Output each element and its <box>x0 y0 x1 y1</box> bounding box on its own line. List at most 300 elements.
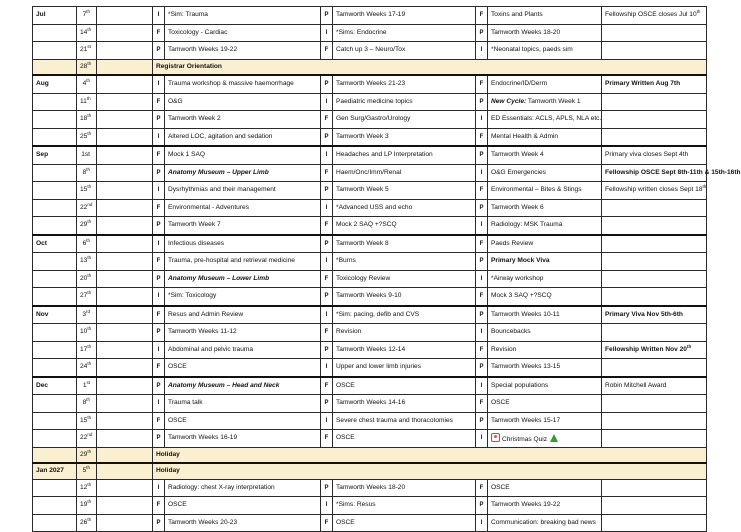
cell-text: Tamworth Weeks 21-23 <box>336 80 406 88</box>
blank-cell <box>97 479 153 497</box>
schedule-row <box>33 42 707 60</box>
day-cell <box>77 447 97 463</box>
cell-text: P <box>156 169 161 176</box>
cell-text: Headaches and LP Interpretation <box>336 151 433 159</box>
cell-text: Severe chest trauma and thoracotomies <box>336 416 453 424</box>
cell-text: *Sim: Toxicology <box>168 292 217 300</box>
session-code-cell <box>321 253 333 271</box>
session-code-cell <box>476 7 488 25</box>
schedule-row <box>33 412 707 430</box>
cell-text: Trauma talk <box>168 399 203 407</box>
note-cell <box>602 479 707 497</box>
schedule-row <box>33 377 707 395</box>
session-topic-cell <box>165 377 321 395</box>
session-topic-cell <box>165 75 321 93</box>
session-topic-cell <box>333 235 476 253</box>
cell-text: Robin Mitchell Award <box>605 381 667 389</box>
day-cell <box>77 288 97 306</box>
session-code-cell <box>321 377 333 395</box>
blank-cell <box>97 447 153 463</box>
session-code-cell <box>153 128 165 146</box>
session-topic-cell <box>333 253 476 271</box>
day-suffix: th <box>87 26 92 32</box>
session-topic-cell <box>488 146 602 164</box>
schedule-row <box>33 395 707 413</box>
session-topic-cell <box>165 253 321 271</box>
cell-text: I <box>157 12 160 19</box>
session-code-cell <box>321 235 333 253</box>
session-topic-cell <box>165 235 321 253</box>
cell-text: F <box>479 484 484 491</box>
session-code-cell <box>321 412 333 430</box>
cell-text: 26 <box>80 518 88 526</box>
cell-text: OSCE <box>168 501 187 509</box>
month-cell <box>33 377 77 395</box>
cell-text: Revision <box>336 328 362 336</box>
cell-text: I <box>157 81 160 88</box>
session-topic-cell <box>165 111 321 129</box>
cell-text: F <box>156 311 161 318</box>
blank-cell <box>97 412 153 430</box>
day-cell <box>77 199 97 217</box>
session-code-cell <box>476 395 488 413</box>
cell-text: 19 <box>80 501 88 509</box>
blank-cell <box>97 59 153 75</box>
day-cell <box>77 7 97 25</box>
month-cell <box>33 7 77 25</box>
cell-text: P <box>324 400 329 407</box>
month-cell <box>33 235 77 253</box>
month-cell <box>33 164 77 182</box>
session-topic-cell <box>165 324 321 342</box>
cell-text: Primary viva closes Sept 4th <box>605 151 689 159</box>
cell-text: F <box>156 258 161 265</box>
session-code-cell <box>321 164 333 182</box>
session-code-cell <box>476 514 488 532</box>
session-code-cell <box>153 412 165 430</box>
session-code-cell <box>476 412 488 430</box>
cell-text: Environmental – Bites & Stings <box>491 186 582 194</box>
session-code-cell <box>321 324 333 342</box>
month-cell <box>33 199 77 217</box>
cell-text: OSCE <box>168 416 187 424</box>
session-code-cell <box>153 430 165 448</box>
session-code-cell <box>153 306 165 324</box>
session-topic-cell <box>165 479 321 497</box>
session-code-cell <box>153 270 165 288</box>
month-cell <box>33 341 77 359</box>
cell-text: F <box>324 382 329 389</box>
cell-text: Toxins and Plants <box>491 11 543 19</box>
schedule-row <box>33 514 707 532</box>
session-code-cell <box>321 111 333 129</box>
cell-text: F <box>479 81 484 88</box>
cell-text: Tamworth Weeks 19-22 <box>168 46 238 54</box>
cell-text: Paediatric medicine topics <box>336 97 413 105</box>
session-topic-cell <box>488 479 602 497</box>
cell-text: Tamworth Weeks 18-20 <box>336 483 406 491</box>
cell-text: Tamworth Week 5 <box>336 186 389 194</box>
day-suffix: th <box>87 272 92 278</box>
cell-text: I <box>157 346 160 353</box>
blank-cell <box>97 359 153 377</box>
blank-cell <box>97 42 153 60</box>
session-code-cell <box>153 253 165 271</box>
note-cell <box>602 235 707 253</box>
month-cell <box>33 412 77 430</box>
cell-text: Dysrhythmias and their management <box>168 186 276 194</box>
session-code-cell <box>321 270 333 288</box>
cell-text: P <box>324 346 329 353</box>
cell-text: Endocrine/ID/Derm <box>491 80 548 88</box>
session-topic-cell <box>333 430 476 448</box>
session-code-cell <box>321 24 333 42</box>
session-topic-cell <box>333 93 476 111</box>
cell-text: Altered LOC, agitation and sedation <box>168 132 273 140</box>
cell-text: F <box>156 417 161 424</box>
session-code-cell <box>321 359 333 377</box>
blank-cell <box>97 24 153 42</box>
cell-text: Fellowship Written Nov 20 <box>605 345 687 353</box>
session-code-cell <box>476 146 488 164</box>
blank-cell <box>97 341 153 359</box>
session-code-cell <box>476 75 488 93</box>
note-suffix: th <box>696 9 701 15</box>
month-cell <box>33 479 77 497</box>
cell-text: OSCE <box>168 363 187 371</box>
note-cell <box>602 217 707 235</box>
session-topic-cell <box>333 514 476 532</box>
day-cell <box>77 479 97 497</box>
note-suffix: th <box>686 343 692 349</box>
cell-text: F <box>324 519 329 526</box>
cell-text: I <box>325 258 328 265</box>
cell-text: 22 <box>80 434 88 442</box>
note-cell <box>602 341 707 359</box>
note-cell <box>602 306 707 324</box>
cell-text: 28 <box>80 62 88 70</box>
blank-cell <box>97 75 153 93</box>
session-code-cell <box>476 217 488 235</box>
cell-text: Tamworth Weeks 12-14 <box>336 345 406 353</box>
day-suffix: th <box>86 166 90 172</box>
session-code-cell <box>153 146 165 164</box>
session-code-cell <box>153 324 165 342</box>
blank-cell <box>97 395 153 413</box>
cell-text: Resus and Admin Review <box>168 310 244 318</box>
cell-text: O&G Emergencies <box>491 168 546 176</box>
session-topic-cell <box>488 430 602 448</box>
schedule-row <box>33 128 707 146</box>
cell-text: 3 <box>82 310 86 318</box>
session-topic-cell <box>333 42 476 60</box>
blank-cell <box>97 7 153 25</box>
session-topic-cell <box>488 24 602 42</box>
day-suffix: th <box>87 60 92 66</box>
cell-text: Holiday <box>156 450 180 458</box>
schedule-row <box>33 7 707 25</box>
cell-text: P <box>479 204 484 211</box>
session-topic-cell <box>165 395 321 413</box>
schedule-row <box>33 217 707 235</box>
month-cell <box>33 182 77 200</box>
session-topic-cell <box>488 75 602 93</box>
cell-text: 29 <box>80 450 88 458</box>
session-code-cell <box>476 306 488 324</box>
schedule-row <box>33 235 707 253</box>
session-code-cell <box>476 164 488 182</box>
cell-text: *Burns <box>336 257 356 265</box>
highlight-row <box>33 447 707 463</box>
day-suffix: th <box>87 448 92 454</box>
cell-text: 20 <box>80 274 88 282</box>
session-topic-cell <box>165 412 321 430</box>
cell-text: Gen Surg/Gastro/Urology <box>336 115 411 123</box>
blank-cell <box>97 182 153 200</box>
session-code-cell <box>321 182 333 200</box>
cell-text: Sep <box>36 151 49 159</box>
blank-cell <box>97 324 153 342</box>
day-suffix: th <box>87 499 92 505</box>
cell-text: Bouncebacks <box>491 328 531 336</box>
cell-text: Upper and lower limb injuries <box>336 363 422 371</box>
blank-cell <box>97 111 153 129</box>
cell-text: I <box>325 152 328 159</box>
note-cell <box>602 7 707 25</box>
day-cell <box>77 359 97 377</box>
cell-text: I <box>157 133 160 140</box>
cell-text: P <box>156 116 161 123</box>
session-topic-cell <box>488 253 602 271</box>
session-code-cell <box>476 430 488 448</box>
session-topic-cell <box>488 359 602 377</box>
cell-text: Jan 2027 <box>36 467 64 475</box>
cell-text: Environmental - Adventures <box>168 203 249 211</box>
cell-text: Aug <box>36 80 49 88</box>
blank-cell <box>97 514 153 532</box>
cell-text: Mental Health & Admin <box>491 132 559 140</box>
cell-text: F <box>324 435 329 442</box>
month-cell <box>33 447 77 463</box>
session-topic-cell <box>165 42 321 60</box>
session-topic-cell <box>488 93 602 111</box>
cell-text: Tamworth Weeks 14-16 <box>336 399 406 407</box>
day-cell <box>77 146 97 164</box>
blank-cell <box>97 306 153 324</box>
schedule-table <box>32 6 741 532</box>
cell-text: Primary Mock Viva <box>491 257 550 265</box>
cell-text: *Sim: pacing, defib and CVS <box>336 310 420 318</box>
month-cell <box>33 24 77 42</box>
session-topic-cell <box>333 497 476 515</box>
cell-text: 1 <box>82 381 87 389</box>
note-cell <box>602 412 707 430</box>
schedule-row <box>33 253 707 271</box>
highlight-row <box>33 59 707 75</box>
day-suffix: th <box>87 361 92 367</box>
note-cell <box>602 146 707 164</box>
note-cell <box>602 182 707 200</box>
schedule-row <box>33 324 707 342</box>
session-topic-cell <box>333 164 476 182</box>
session-topic-cell <box>333 270 476 288</box>
session-topic-cell <box>488 324 602 342</box>
cell-text: F <box>156 364 161 371</box>
cell-text: I <box>325 204 328 211</box>
session-topic-cell <box>333 377 476 395</box>
cell-text: P <box>324 293 329 300</box>
schedule-row <box>33 430 707 448</box>
cell-text: *Sims: Endocrine <box>336 28 387 36</box>
cell-text: P <box>324 187 329 194</box>
cell-text: P <box>479 29 484 36</box>
day-cell <box>77 24 97 42</box>
session-topic-cell <box>333 128 476 146</box>
cell-text: Anatomy Museum – Head and Neck <box>168 381 280 389</box>
session-topic-cell <box>488 306 602 324</box>
month-cell <box>33 270 77 288</box>
session-topic-cell <box>165 306 321 324</box>
session-topic-cell <box>165 497 321 515</box>
cell-text: Tamworth Week 8 <box>336 239 389 247</box>
cell-text: I <box>325 311 328 318</box>
cell-text: I <box>157 187 160 194</box>
event-cell <box>153 463 707 479</box>
session-topic-cell <box>488 412 602 430</box>
schedule-row <box>33 288 707 306</box>
cell-text: Fellowship written closes Sept 18 <box>605 186 703 194</box>
session-topic-cell <box>165 270 321 288</box>
session-code-cell <box>153 24 165 42</box>
session-topic-cell <box>333 341 476 359</box>
cell-text: F <box>324 222 329 229</box>
day-suffix: st <box>86 379 90 385</box>
cell-text: Tamworth Weeks 15-17 <box>491 416 561 424</box>
schedule-row <box>33 341 707 359</box>
session-code-cell <box>153 164 165 182</box>
highlight-row <box>33 463 707 479</box>
day-cell <box>77 514 97 532</box>
day-cell <box>77 93 97 111</box>
note-cell <box>602 324 707 342</box>
session-topic-cell <box>333 324 476 342</box>
session-code-cell <box>321 217 333 235</box>
cell-text: F <box>324 116 329 123</box>
month-cell <box>33 514 77 532</box>
session-code-cell <box>153 217 165 235</box>
month-cell <box>33 42 77 60</box>
event-cell <box>153 447 707 463</box>
cell-text: I <box>480 382 483 389</box>
blank-cell <box>97 217 153 235</box>
cell-text: *Advanced USS and echo <box>336 203 413 211</box>
session-code-cell <box>153 395 165 413</box>
session-code-cell <box>153 111 165 129</box>
day-suffix: nd <box>87 201 93 207</box>
session-topic-cell <box>488 42 602 60</box>
cell-text: I <box>325 502 328 509</box>
session-topic-cell <box>333 412 476 430</box>
cell-text: P <box>324 240 329 247</box>
session-topic-cell <box>488 270 602 288</box>
day-cell <box>77 463 97 479</box>
day-suffix: th <box>86 465 90 471</box>
schedule-row <box>33 199 707 217</box>
session-code-cell <box>153 479 165 497</box>
day-suffix: th <box>87 130 92 136</box>
cell-text: Mock 3 SAQ +?SCQ <box>491 292 552 300</box>
session-topic-cell <box>333 24 476 42</box>
session-topic-cell <box>165 288 321 306</box>
month-cell <box>33 146 77 164</box>
session-topic-cell <box>488 288 602 306</box>
note-cell <box>602 253 707 271</box>
session-topic-cell <box>488 235 602 253</box>
session-code-cell <box>153 93 165 111</box>
cell-text: Jul <box>36 11 46 19</box>
cell-text: OSCE <box>336 518 355 526</box>
cell-text: OSCE <box>336 434 355 442</box>
month-cell <box>33 111 77 129</box>
note-cell <box>602 42 707 60</box>
cell-text: Tamworth Weeks 18-20 <box>491 28 561 36</box>
session-topic-cell <box>333 7 476 25</box>
day-suffix: th <box>86 237 90 243</box>
cell-text: Registrar Orientation <box>156 62 222 70</box>
cell-text: P <box>156 329 161 336</box>
cell-text: P <box>479 258 484 265</box>
session-code-cell <box>476 182 488 200</box>
cell-text: F <box>479 346 484 353</box>
day-cell <box>77 412 97 430</box>
cell-text: F <box>479 240 484 247</box>
month-cell <box>33 59 77 75</box>
cell-text: Tamworth Week 1 <box>526 97 581 105</box>
note-cell <box>602 288 707 306</box>
cell-text: 6 <box>82 239 87 247</box>
cell-text: 4 <box>82 80 87 88</box>
session-topic-cell <box>165 146 321 164</box>
cell-text: ED Essentials: ACLS, APLS, NLA etc. <box>491 115 602 123</box>
day-suffix: th <box>87 113 92 119</box>
cell-text: O&G <box>168 97 183 105</box>
cell-text: P <box>479 417 484 424</box>
session-code-cell <box>476 128 488 146</box>
session-code-cell <box>476 253 488 271</box>
schedule-row <box>33 479 707 497</box>
cell-text: Tamworth Weeks 10-11 <box>491 310 560 318</box>
session-code-cell <box>476 341 488 359</box>
day-cell <box>77 324 97 342</box>
cell-text: P <box>156 275 161 282</box>
note-cell <box>602 270 707 288</box>
cell-text: F <box>156 98 161 105</box>
cell-text: Tamworth Weeks 9-10 <box>336 292 402 300</box>
session-code-cell <box>476 42 488 60</box>
note-cell <box>602 24 707 42</box>
cell-text: Oct <box>36 239 47 247</box>
cell-text: 11 <box>80 97 87 105</box>
cell-text: F <box>156 29 161 36</box>
cell-text: 5 <box>82 467 87 475</box>
month-cell <box>33 497 77 515</box>
session-code-cell <box>476 359 488 377</box>
session-code-cell <box>476 377 488 395</box>
note-cell <box>602 111 707 129</box>
cell-text: I <box>480 275 483 282</box>
cell-text: I <box>480 169 483 176</box>
session-topic-cell <box>333 111 476 129</box>
